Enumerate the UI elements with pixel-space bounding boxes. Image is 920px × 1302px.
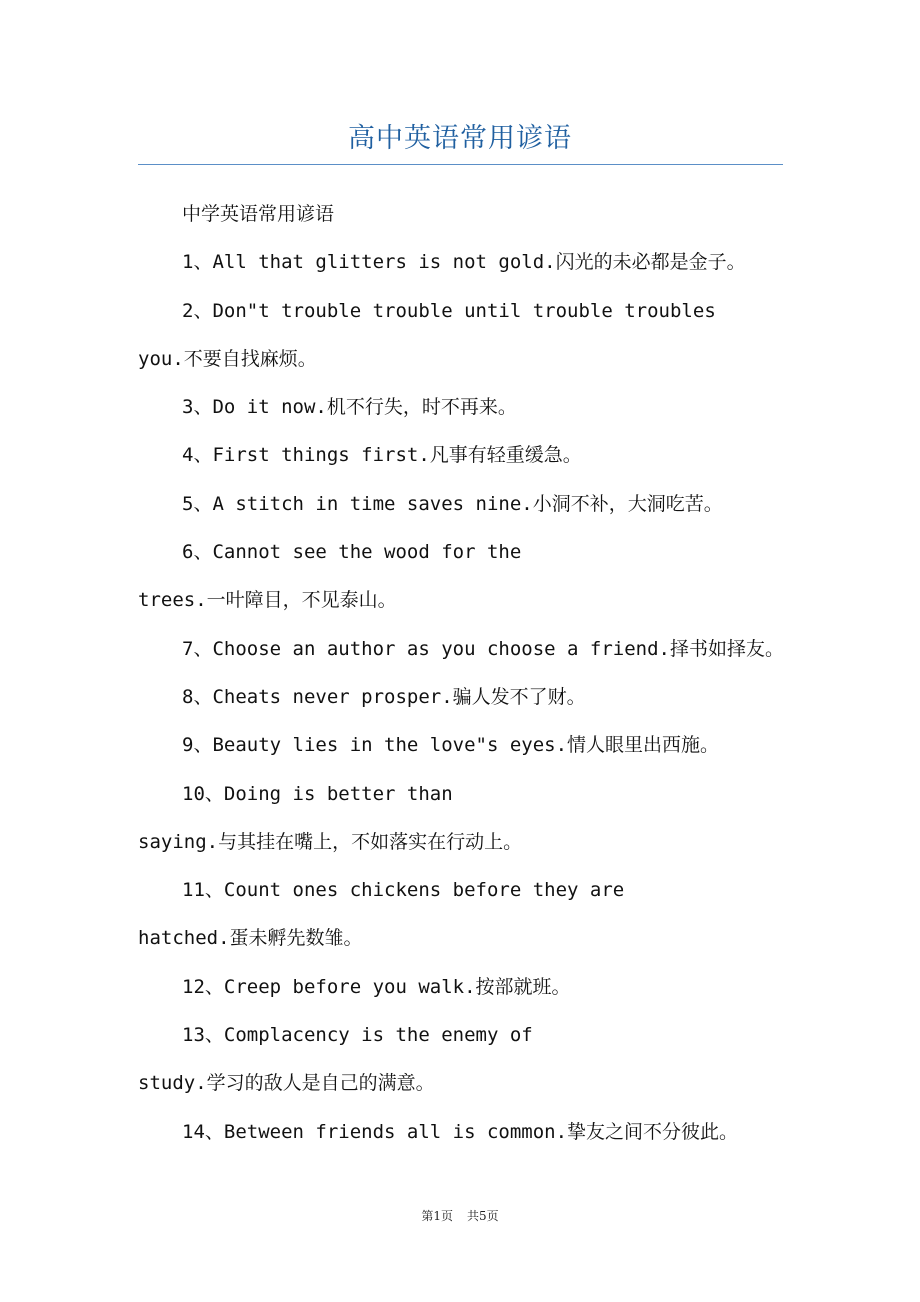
proverb-line: 10、Doing is better than: [182, 782, 453, 805]
section-heading: 中学英语常用谚语: [182, 203, 335, 225]
proverb-line: saying.与其挂在嘴上，不如落实在行动上。: [138, 830, 523, 853]
proverb-line: 13、Complacency is the enemy of: [182, 1024, 533, 1047]
title-divider: [138, 164, 783, 165]
page-title: 高中英语常用谚语: [348, 123, 572, 154]
proverb-line: 9、Beauty lies in the love"s eyes.情人眼里出西施。: [182, 734, 720, 757]
page-footer: [0, 1207, 920, 1224]
proverb-line: 5、A stitch in time saves nine.小洞不补，大洞吃苦。: [182, 492, 723, 515]
proverb-line: trees.一叶障目，不见泰山。: [138, 589, 397, 612]
proverb-line: 7、Choose an author as you choose a friend.择书如择友。: [182, 637, 784, 660]
proverb-line: 14、Between friends all is common.挚友之间不分彼此。: [182, 1120, 739, 1143]
document-body: [138, 190, 788, 1156]
proverb-line: study.学习的敌人是自己的满意。: [138, 1072, 435, 1095]
proverb-line: you.不要自找麻烦。: [138, 347, 317, 370]
proverb-line: 12、Creep before you walk.按部就班。: [182, 975, 571, 998]
proverb-line: 6、Cannot see the wood for the: [182, 541, 522, 564]
proverb-line: 1、All that glitters is not gold.闪光的未必都是金子。: [182, 251, 746, 274]
proverb-line: 3、Do it now.机不行失，时不再来。: [182, 396, 517, 419]
proverb-line: 2、Don"t trouble trouble until trouble troubles: [182, 299, 716, 322]
proverb-line: 11、Count ones chickens before they are: [182, 879, 625, 902]
proverb-list: [138, 238, 788, 1156]
page-number: 第1页: [421, 1209, 453, 1223]
page-total: 共5页: [467, 1209, 499, 1223]
proverb-line: hatched.蛋未孵先数雏。: [138, 927, 363, 950]
proverb-line: 4、First things first.凡事有轻重缓急。: [182, 444, 582, 467]
proverb-line: 8、Cheats never prosper.骗人发不了财。: [182, 685, 586, 708]
